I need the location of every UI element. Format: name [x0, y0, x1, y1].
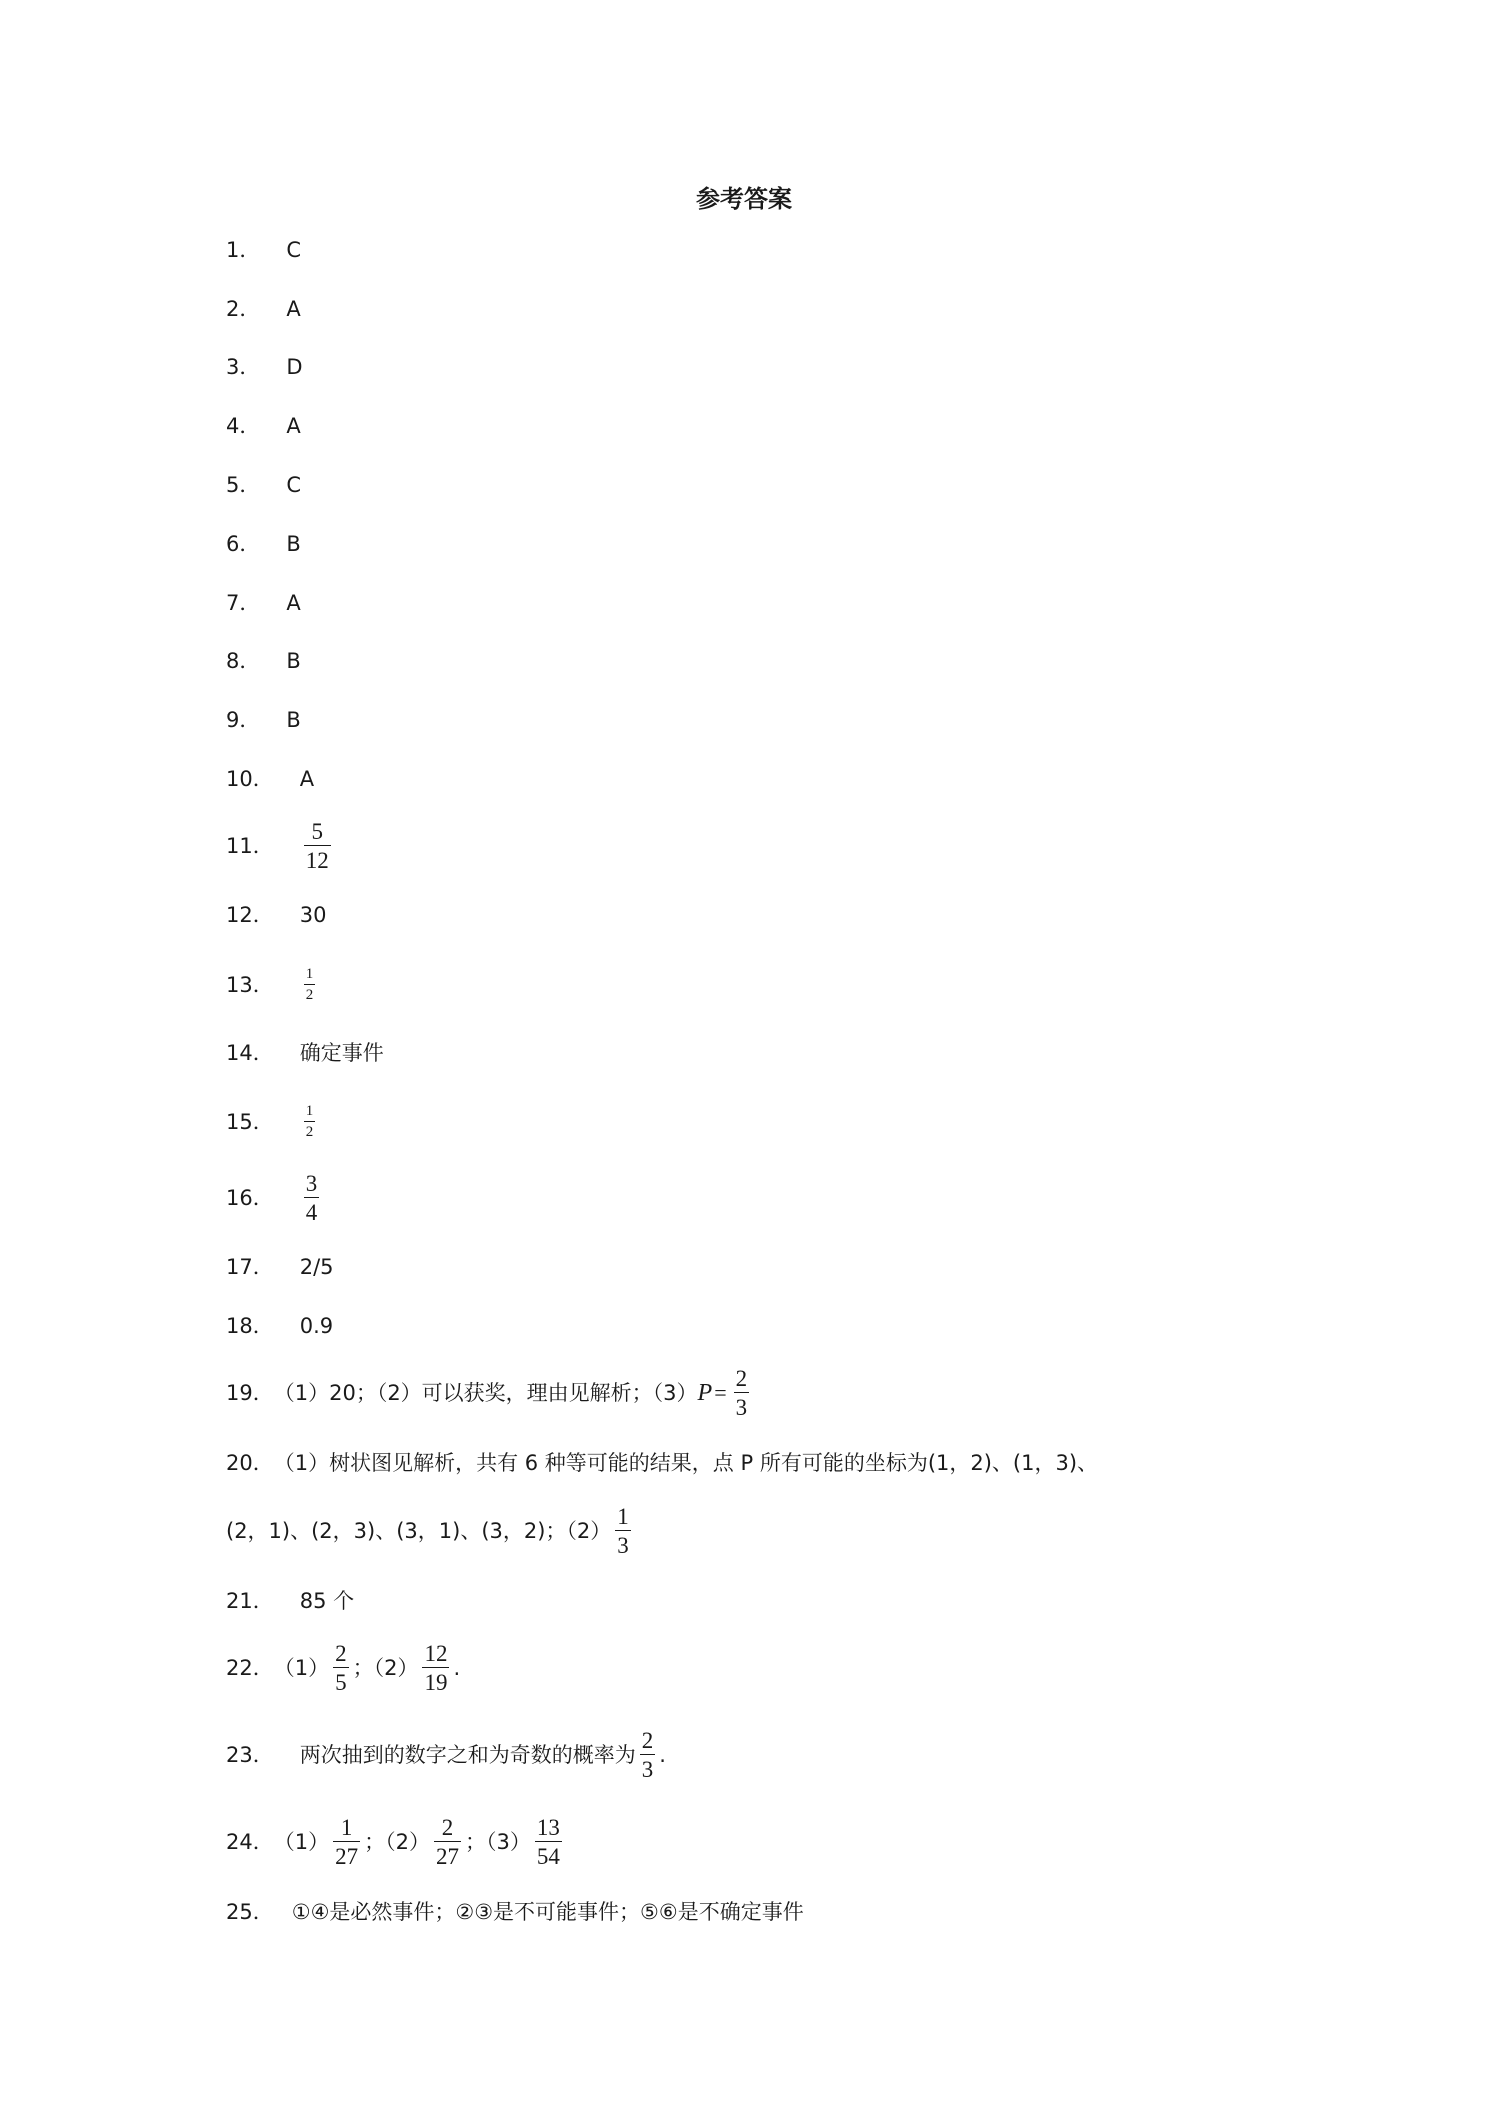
answer-text: 是不确定事件 [677, 1900, 804, 1924]
answer-17 [226, 1252, 1308, 1282]
answer-number: 16． [226, 1186, 274, 1210]
fraction-denominator: 19 [422, 1667, 449, 1694]
answer-number: 11． [226, 834, 274, 858]
answer-16 [226, 1165, 1308, 1231]
math-variable: P [697, 1380, 713, 1406]
answer-number: 3． [226, 355, 261, 379]
answer-number: 25． [226, 1900, 274, 1924]
fraction-numerator: 12 [424, 1641, 448, 1666]
answer-text: C [286, 238, 302, 262]
answer-5 [226, 470, 1308, 500]
fraction [333, 1642, 349, 1694]
circled-number: ③ [474, 1900, 494, 1924]
fraction [422, 1642, 449, 1694]
answer-text: 确定事件 [299, 1041, 384, 1065]
answer-10 [226, 764, 1308, 794]
fraction [304, 1172, 320, 1224]
answer-20-line-1 [226, 1448, 1308, 1478]
answer-text: A [299, 767, 315, 791]
circled-number: ① [291, 1900, 311, 1924]
fraction-denominator: 12 [304, 845, 331, 872]
fraction-denominator: 27 [333, 1841, 360, 1868]
answer-number: 4． [226, 414, 261, 438]
answer-text: A [286, 414, 301, 438]
answer-text: 2/5 [299, 1255, 334, 1279]
answer-number: 20． [226, 1451, 274, 1475]
answer-8 [226, 646, 1308, 676]
answer-25 [226, 1897, 1308, 1927]
fraction-denominator: 5 [333, 1667, 349, 1694]
answer-text: （1）树状图见解析，共有 6 种等可能的结果，点 P 所有可能的坐标为(1，2)、(1，3)、 [273, 1451, 1099, 1475]
circled-number: ② [455, 1900, 475, 1924]
answer-text: D [286, 355, 303, 379]
answer-18 [226, 1311, 1308, 1341]
answer-text: B [286, 532, 301, 556]
answer-23 [226, 1722, 1308, 1788]
answer-24 [226, 1809, 1308, 1875]
answer-19 [226, 1360, 1308, 1426]
answer-part-label: （1） [273, 1656, 330, 1680]
fraction-numerator: 5 [311, 819, 323, 844]
fraction [304, 820, 331, 872]
answer-text: B [286, 649, 301, 673]
answer-number: 19． [226, 1381, 274, 1405]
fraction-numerator: 13 [536, 1815, 560, 1840]
answer-number: 14． [226, 1041, 274, 1065]
answer-part-label: ；（2） [364, 1830, 430, 1854]
answer-11 [226, 813, 1308, 879]
answer-number: 1． [226, 238, 261, 262]
answer-22 [226, 1635, 1308, 1701]
circled-number: ⑥ [658, 1900, 678, 1924]
answer-number: 21． [226, 1589, 274, 1613]
answer-text: 是必然事件； [329, 1900, 456, 1924]
fraction-denominator: 4 [304, 1197, 320, 1224]
fraction [734, 1367, 750, 1419]
answer-1 [226, 235, 1308, 265]
fraction-denominator: 2 [304, 1121, 316, 1140]
answer-number: 18． [226, 1314, 274, 1338]
answer-number: 7． [226, 591, 261, 615]
fraction [640, 1729, 656, 1781]
answer-20-line-2 [226, 1498, 1308, 1564]
answer-text: A [286, 591, 301, 615]
answer-text: B [286, 708, 301, 732]
answer-14 [226, 1038, 1308, 1068]
fraction-numerator: 3 [305, 1171, 318, 1196]
fraction-numerator: 2 [641, 1728, 654, 1753]
fraction [434, 1816, 461, 1868]
answer-13 [226, 960, 1308, 1010]
answer-number: 22． [226, 1656, 274, 1680]
circled-number: ⑤ [640, 1900, 659, 1924]
answer-7 [226, 588, 1308, 618]
answer-15 [226, 1097, 1308, 1147]
answer-part-label: （1） [273, 1830, 330, 1854]
answer-number: 15． [226, 1110, 274, 1134]
circled-number: ④ [310, 1900, 330, 1924]
fraction [333, 1816, 360, 1868]
answer-6 [226, 529, 1308, 559]
fraction-denominator: 3 [615, 1530, 631, 1557]
math-operator: = [714, 1380, 727, 1405]
fraction [535, 1816, 562, 1868]
fraction-numerator: 2 [735, 1366, 748, 1391]
answer-number: 13． [226, 973, 274, 997]
answer-text: （1）20；（2）可以获奖，理由见解析；（3） [273, 1381, 698, 1405]
answer-number: 12． [226, 903, 274, 927]
answer-text: 85 个 [299, 1589, 355, 1613]
period: . [659, 1743, 666, 1767]
answer-number: 6． [226, 532, 261, 556]
fraction-denominator: 54 [535, 1841, 562, 1868]
answer-part-label: ；（2） [352, 1656, 419, 1680]
answer-number: 10． [226, 767, 274, 791]
answer-number: 5． [226, 473, 261, 497]
answer-text: 30 [299, 903, 327, 927]
answer-number: 17． [226, 1255, 274, 1279]
answer-text: C [286, 473, 302, 497]
answer-number: 24． [226, 1830, 274, 1854]
page-title: 参考答案 [696, 185, 792, 213]
answer-3 [226, 352, 1308, 382]
fraction [615, 1505, 631, 1557]
fraction [304, 1104, 316, 1140]
fraction [304, 967, 316, 1003]
answer-text: 0.9 [299, 1314, 334, 1338]
fraction-numerator: 1 [340, 1815, 353, 1840]
answer-text: 是不可能事件； [493, 1900, 641, 1924]
fraction-numerator: 1 [305, 966, 314, 982]
fraction-denominator: 27 [434, 1841, 461, 1868]
fraction-denominator: 3 [734, 1392, 750, 1419]
answer-9 [226, 705, 1308, 735]
answer-number: 2． [226, 297, 261, 321]
period: . [453, 1656, 461, 1680]
answer-21 [226, 1586, 1308, 1616]
answer-number: 23． [226, 1743, 274, 1767]
answer-4 [226, 411, 1308, 441]
answer-text: 两次抽到的数字之和为奇数的概率为 [299, 1743, 636, 1767]
fraction-numerator: 1 [617, 1504, 629, 1529]
answer-text: (2，1)、(2，3)、(3，1)、(3，2)；（2） [226, 1519, 612, 1543]
answer-number: 9． [226, 708, 261, 732]
answer-text: A [286, 297, 301, 321]
answer-number: 8． [226, 649, 261, 673]
fraction-denominator: 3 [640, 1754, 656, 1781]
answer-12 [226, 900, 1308, 930]
answer-2 [226, 294, 1308, 324]
fraction-numerator: 2 [335, 1641, 347, 1666]
fraction-numerator: 2 [441, 1815, 454, 1840]
fraction-numerator: 1 [305, 1103, 314, 1119]
fraction-denominator: 2 [304, 984, 316, 1003]
answer-part-label: ；（3） [464, 1830, 531, 1854]
